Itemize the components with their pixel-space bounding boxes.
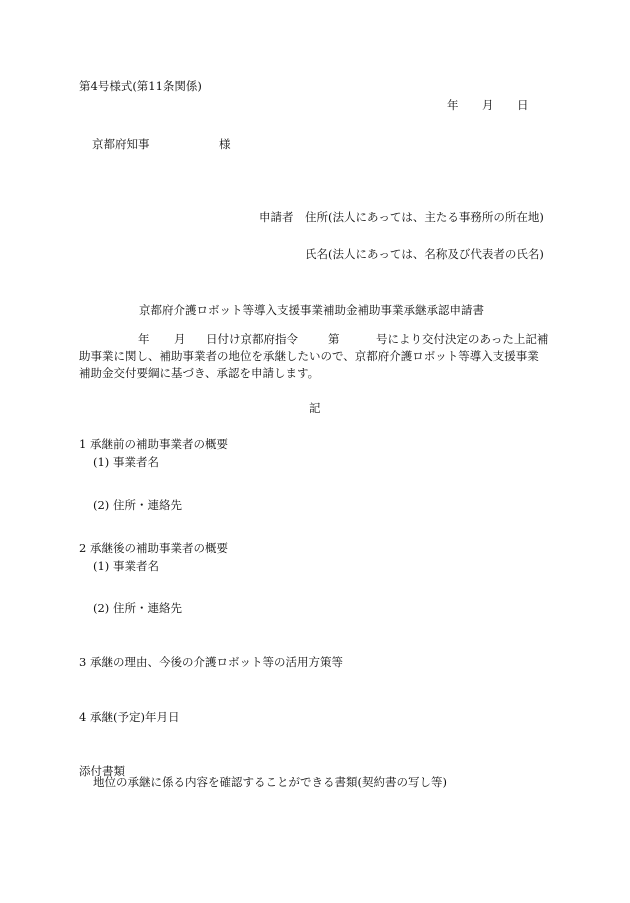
item-2-sub-2: (2) 住所・連絡先 (93, 601, 182, 615)
document-title: 京都府介護ロボット等導入支援事業補助金補助事業承継承認申請書 (139, 303, 484, 317)
date-day: 日 (517, 98, 529, 112)
applicant-address: 住所(法人にあっては、主たる事務所の所在地) (305, 210, 544, 224)
applicant-label: 申請者 (259, 210, 294, 224)
form-number: 第4号様式(第11条関係) (79, 79, 202, 93)
body-year: 年 (138, 332, 150, 346)
item-1-sub-1: (1) 事業者名 (93, 455, 159, 469)
body-no: 第 (328, 332, 340, 346)
ki-label: 記 (309, 401, 321, 415)
item-1-heading: 1 承継前の補助事業者の概要 (79, 437, 228, 451)
item-3-heading: 3 承継の理由、今後の介護ロボット等の活用方策等 (79, 655, 343, 669)
body-line2: 助事業に関し、補助事業者の地位を承継したいので、京都府介護ロボット等導入支援事業 (79, 349, 539, 363)
item-4-heading: 4 承継(予定)年月日 (79, 710, 180, 724)
applicant-name: 氏名(法人にあっては、名称及び代表者の氏名) (305, 247, 544, 261)
date-month: 月 (482, 98, 494, 112)
addressee-governor: 京都府知事 (92, 137, 150, 151)
body-line1-tail: 号により交付決定のあった上記補 (376, 332, 549, 346)
body-line3: 補助金交付要綱に基づき、承認を申請します。 (79, 366, 320, 380)
body-month: 月 (174, 332, 186, 346)
item-2-heading: 2 承継後の補助事業者の概要 (79, 541, 228, 555)
attachments-label: 添付書類 (79, 764, 125, 778)
item-2-sub-1: (1) 事業者名 (93, 559, 159, 573)
addressee-honorific: 様 (219, 137, 231, 151)
body-dated: 日付け京都府指令 (206, 332, 298, 346)
attachments-text: 地位の承継に係る内容を確認することができる書類(契約書の写し等) (93, 775, 447, 789)
item-1-sub-2: (2) 住所・連絡先 (93, 498, 182, 512)
date-year: 年 (447, 98, 459, 112)
